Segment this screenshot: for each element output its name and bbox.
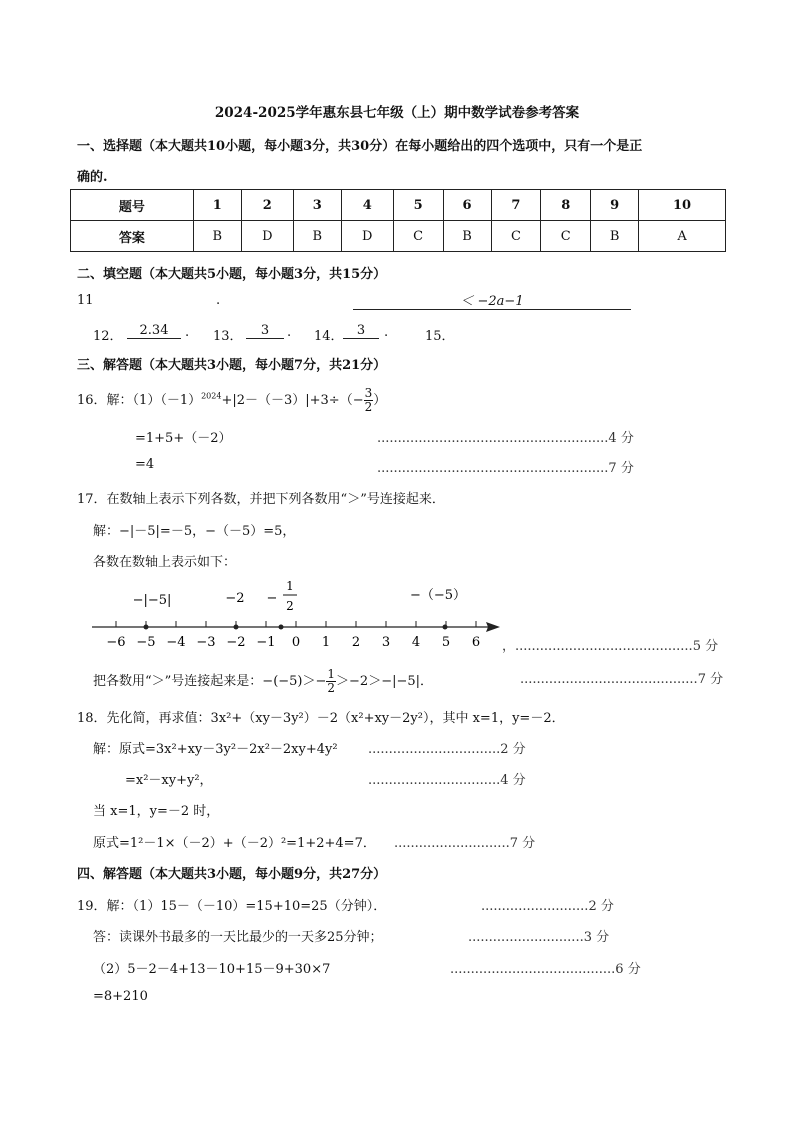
table-cell: 6 [443, 190, 491, 221]
table-cell: B [293, 221, 341, 252]
table-cell: C [491, 221, 541, 252]
row-label: 答案 [71, 221, 194, 252]
table-cell: 2 [241, 190, 293, 221]
q17-sub: 各数在数轴上表示如下： [93, 555, 237, 570]
table-cell: C [393, 221, 443, 252]
q13-label: 13． [213, 329, 243, 344]
label-neg-neg5: −（−5） [409, 588, 467, 603]
section2-heading: 二、填空题（本大题共5小题，每小题3分，共15分） [77, 267, 387, 282]
label-neg-sign: − [266, 591, 278, 606]
q16-line1: 16．解：$(1)(-1)^{2024}+|2-(-3)|+3\div(-$ $\frac{3}{2}$ ） [77, 386, 387, 414]
table-cell: B [443, 221, 491, 252]
tick-label: 5 [441, 635, 451, 650]
tick-label: −4 [166, 635, 186, 650]
q18-prompt: 18．先化简，再求值：3x²+（xy－3y²）－2（x²+xy－2y²），其中 x=1，y=－2． [77, 711, 565, 726]
q16-line3: =4 [135, 457, 155, 472]
tick-label: −6 [106, 635, 126, 650]
table-cell: C [541, 221, 591, 252]
q18-line2: =x²－xy+y²， [125, 773, 213, 788]
q17-axis-score: ，...........................................5 分 [502, 639, 719, 654]
table-cell: B [591, 221, 639, 252]
tick-label: 6 [471, 635, 481, 650]
tick-label: −2 [226, 635, 246, 650]
point-neg2 [234, 625, 239, 630]
q13-answer: 3 [246, 323, 284, 339]
point-5 [443, 625, 448, 630]
q12-label: 12． [93, 329, 123, 344]
q19-line2-score: ............................3 分 [468, 930, 610, 945]
q11-answer: ＜ −2a−1 [353, 290, 631, 310]
tick-label: 3 [381, 635, 391, 650]
q19-line2: 答：读课外书最多的一天比最少的一天多25分钟； [93, 930, 383, 945]
section1-heading: 一、选择题（本大题共10小题，每小题3分，共30分）在每小题给出的四个选项中，只有一个是正 [77, 139, 643, 154]
table-cell: 3 [293, 190, 341, 221]
page-title: 2024-2025学年惠东县七年级（上）期中数学试卷参考答案 [214, 105, 580, 121]
q17-conclusion-score: ...........................................7 分 [520, 672, 724, 687]
tick-label: −3 [196, 635, 216, 650]
label-abs-neg5: −|−5| [132, 593, 172, 608]
table-cell: B [193, 221, 241, 252]
q16-line3-score: ........................................................7 分 [377, 461, 634, 476]
q16-line2: =1+5+（－2） [135, 431, 232, 446]
table-row [71, 221, 726, 252]
q15-label: 15． [425, 329, 455, 344]
q18-line1: 解：原式=3x²+xy－3y²－2x²－2xy+4y² [93, 742, 338, 757]
q18-line3: 当 x=1，y=－2 时， [93, 804, 220, 819]
point-neg-half [279, 625, 284, 630]
table-cell: 9 [591, 190, 639, 221]
label-half-den: 2 [286, 599, 294, 613]
table-cell: 4 [341, 190, 393, 221]
q17-prompt: 17．在数轴上表示下列各数，并把下列各数用“＞”号连接起来． [77, 492, 445, 507]
tick-label: 1 [321, 635, 331, 650]
q16-line2-score: ........................................................4 分 [377, 431, 634, 446]
q14-label: 14． [314, 329, 344, 344]
q11-label: 11 [77, 293, 94, 308]
q18-line4: 原式=1²－1×（－2）+（－2）²=1+2+4=7． [93, 836, 376, 851]
section1-heading-cont: 确的. [77, 170, 108, 185]
tick-label: −5 [136, 635, 156, 650]
q19-line1: 19．解：（1）15－（－10）=15+10=25（分钟）． [77, 899, 387, 914]
tick-label: −1 [256, 635, 276, 650]
q17-conclusion: 把各数用“＞”号连接起来是：−(−5)＞− $\frac{1}{2}$ ＞−2＞−|−5|． [93, 667, 434, 695]
label-half-num: 1 [286, 579, 294, 593]
tick-label: 0 [291, 635, 301, 650]
q14-answer: 3 [343, 323, 379, 339]
label-neg2: −2 [225, 591, 245, 606]
q18-line2-score: ................................4 分 [368, 773, 526, 788]
tick-label: 4 [411, 635, 421, 650]
table-cell: 1 [193, 190, 241, 221]
table-cell: A [639, 221, 726, 252]
number-line [88, 575, 508, 655]
table-cell: 7 [491, 190, 541, 221]
q11-dot: . [216, 293, 221, 308]
table-row [71, 190, 726, 221]
q19-line3-score: ........................................6 分 [450, 962, 641, 977]
table-cell: D [341, 221, 393, 252]
table-cell: 8 [541, 190, 591, 221]
section4-heading: 四、解答题（本大题共3小题，每小题9分，共27分） [77, 867, 387, 882]
point-neg5 [144, 625, 149, 630]
answer-table [70, 189, 726, 252]
q19-line3: （2）5－2－4+13－10+15－9+30×7 [93, 962, 331, 977]
q12-answer: 2.34 [127, 323, 181, 339]
table-cell: D [241, 221, 293, 252]
q18-line1-score: ................................2 分 [368, 742, 526, 757]
q19-line1-score: ..........................2 分 [481, 899, 614, 914]
q18-line4-score: ............................7 分 [394, 836, 536, 851]
table-cell: 10 [639, 190, 726, 221]
row-label: 题号 [71, 190, 194, 221]
section3-heading: 三、解答题（本大题共3小题，每小题7分，共21分） [77, 358, 387, 373]
q19-line4: =8+210 [93, 989, 148, 1004]
tick-label: 2 [351, 635, 361, 650]
q17-solution: 解：−|－5|=－5，−（－5）=5， [93, 524, 296, 539]
table-cell: 5 [393, 190, 443, 221]
